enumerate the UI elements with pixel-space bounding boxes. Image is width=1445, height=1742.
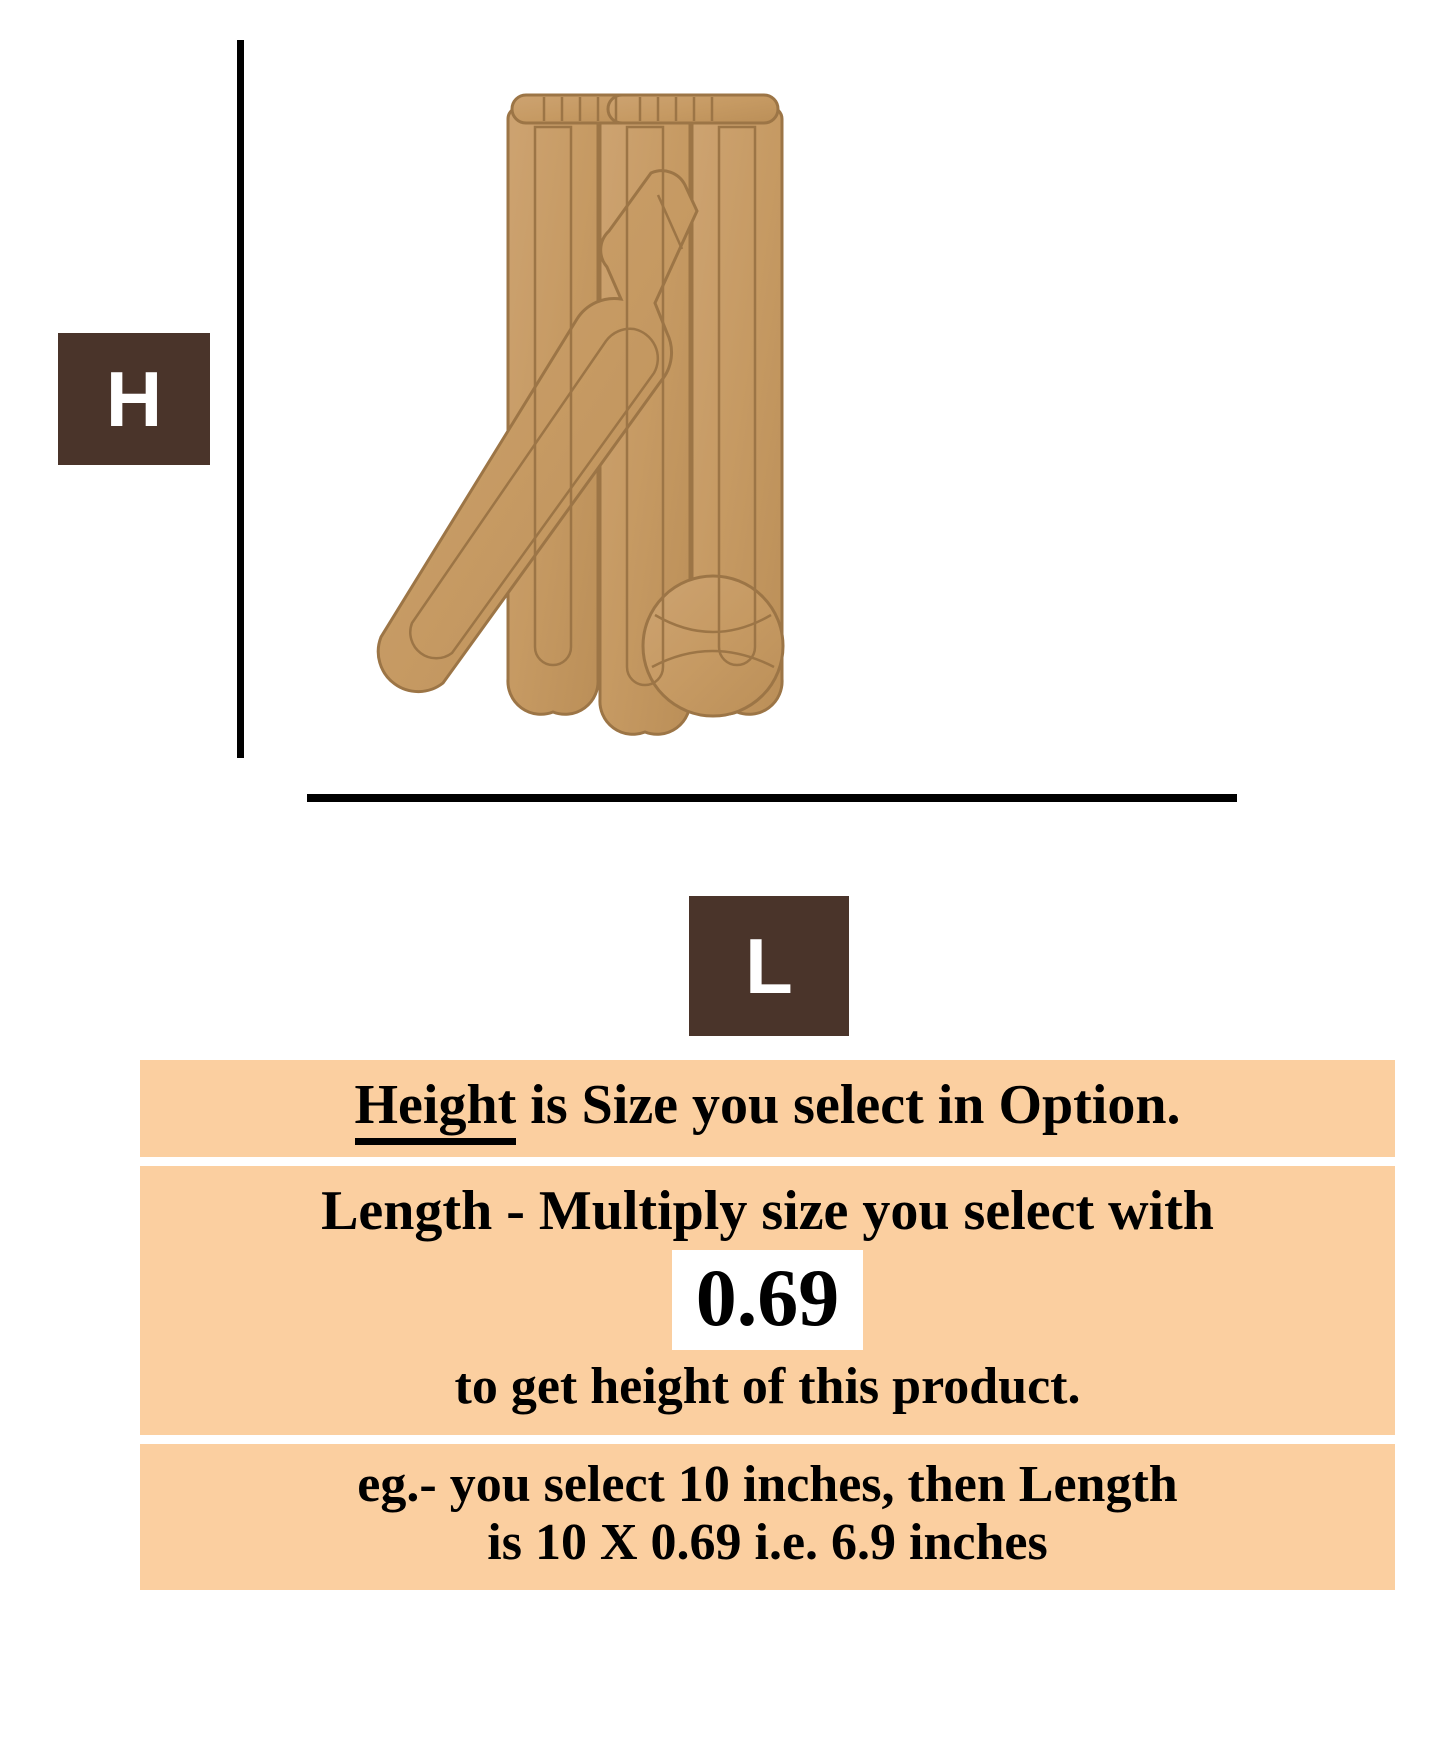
length-info-row <box>140 1166 1395 1435</box>
length-label-badge: L <box>689 896 849 1036</box>
length-measure-line <box>307 794 1237 802</box>
length-instruction-tail: to get height of this product. <box>454 1358 1081 1416</box>
height-measure-line <box>237 40 244 758</box>
sizing-info-panel <box>140 1060 1395 1599</box>
height-info-rest: is Size you select in Option. <box>516 1074 1181 1136</box>
length-instruction-line: Length - Multiply size you select with <box>321 1179 1214 1242</box>
height-label-badge: H <box>58 333 210 465</box>
example-info-row <box>140 1444 1395 1590</box>
height-info-underline: Height <box>355 1074 517 1145</box>
example-line-2: is 10 X 0.69 i.e. 6.9 inches <box>487 1513 1048 1571</box>
example-line-1: eg.- you select 10 inches, then Length <box>357 1455 1178 1513</box>
multiplier-value: 0.69 <box>672 1250 864 1350</box>
height-info-row <box>140 1060 1395 1157</box>
cricket-set-cutout-image <box>330 55 860 755</box>
